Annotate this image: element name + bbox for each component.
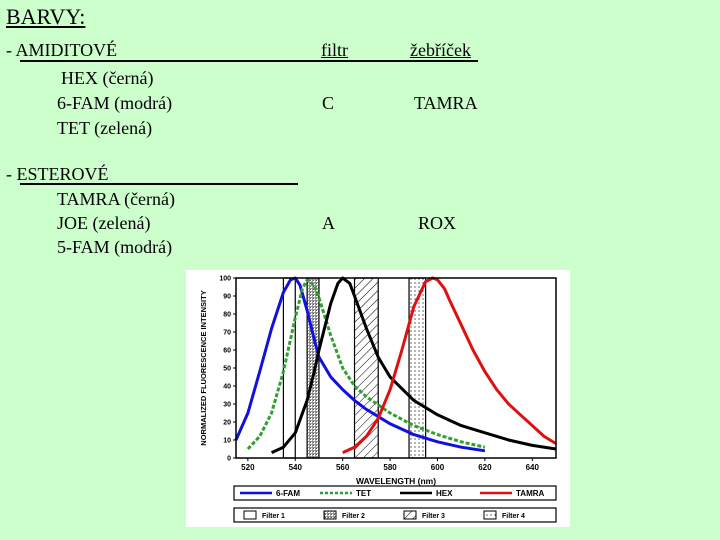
x-axis-label: WAVELENGTH (nm) — [355, 476, 437, 486]
emission-spectra-figure — [186, 270, 570, 527]
x-tick-label: 540 — [288, 463, 302, 472]
x-tick-label: 620 — [478, 463, 492, 472]
y-tick-label: 20 — [223, 419, 231, 427]
x-tick-label: 580 — [383, 463, 397, 472]
filter-band-4 — [409, 278, 426, 458]
y-tick-label: 40 — [223, 383, 231, 391]
filter-legend-swatch — [404, 511, 416, 519]
ladder-column-header: žebříček — [410, 40, 471, 60]
legend-label: TAMRA — [516, 489, 545, 498]
y-tick-label: 0 — [227, 455, 231, 463]
filter-legend-swatch — [324, 511, 336, 519]
ester-dye-5fam: 5-FAM (modrá) — [57, 237, 173, 257]
amidite-dye-hex: HEX (černá) — [61, 68, 154, 88]
amidite-dye-tet: TET (zelená) — [57, 118, 153, 138]
amidite-ladder-value: TAMRA — [414, 93, 478, 113]
ester-dye-tamra: TAMRA (černá) — [57, 189, 176, 209]
slide-title: BARVY: — [6, 4, 86, 29]
legend-label: TET — [356, 489, 372, 498]
x-tick-label: 560 — [335, 463, 350, 472]
y-tick-label: 70 — [223, 329, 231, 337]
emission-spectra-chart — [186, 270, 570, 527]
filter-legend-label: Filter 2 — [342, 513, 365, 520]
filter-column-header: filtr — [321, 40, 348, 60]
x-tick-label: 520 — [241, 463, 255, 472]
y-tick-label: 50 — [223, 365, 231, 373]
y-axis-label: NORMALIZED FLUORESCENCE INTENSITY — [199, 290, 208, 446]
ester-filter-value: A — [322, 213, 335, 233]
ester-heading-underline — [20, 183, 298, 185]
legend-label: HEX — [436, 489, 453, 498]
y-tick-label: 80 — [223, 311, 231, 319]
x-tick-label: 600 — [430, 463, 445, 472]
filter-band-2 — [307, 278, 319, 458]
filter-legend-label: Filter 1 — [262, 513, 285, 520]
ester-heading: - ESTEROVÉ — [6, 164, 109, 184]
amidite-heading-underline — [20, 60, 310, 62]
ester-dye-joe: JOE (zelená) — [57, 213, 151, 233]
y-tick-label: 30 — [223, 401, 231, 409]
amidite-heading: - AMIDITOVÉ — [6, 40, 118, 60]
filter-legend-swatch — [484, 511, 496, 519]
y-tick-label: 100 — [219, 275, 231, 283]
filter-legend-swatch — [244, 511, 256, 519]
legend — [234, 486, 556, 522]
amidite-dye-6fam: 6-FAM (modrá) — [57, 93, 173, 113]
filter-legend-label: Filter 3 — [422, 513, 445, 520]
y-tick-label: 10 — [223, 437, 231, 445]
ester-ladder-value: ROX — [418, 213, 457, 233]
y-tick-label: 60 — [223, 347, 231, 355]
amidite-filter-value: C — [322, 93, 335, 113]
legend-label: 6-FAM — [276, 489, 300, 498]
filter-legend-label: Filter 4 — [502, 513, 525, 520]
axes — [219, 276, 539, 473]
x-tick-label: 640 — [525, 463, 539, 472]
y-tick-label: 90 — [223, 293, 231, 301]
